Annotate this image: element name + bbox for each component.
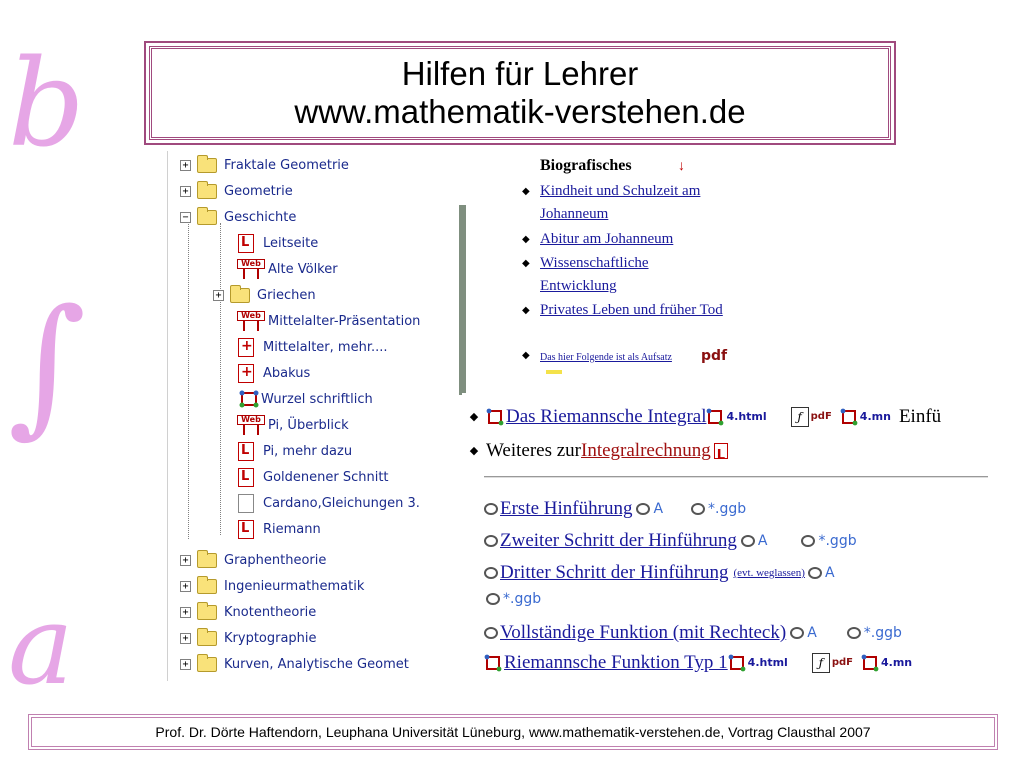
- essay-link[interactable]: Das hier Folgende ist als Aufsatz: [540, 352, 672, 363]
- ggb-link[interactable]: *.ggb: [863, 625, 902, 641]
- a-link[interactable]: A: [653, 501, 664, 517]
- function-icon[interactable]: ƒ: [791, 407, 809, 427]
- tree-item-geometrie[interactable]: [180, 179, 293, 203]
- tree-item-riemann[interactable]: [238, 517, 321, 541]
- a-link[interactable]: A: [757, 533, 768, 549]
- folder-icon: [197, 553, 217, 568]
- link-zweiter-schritt[interactable]: Zweiter Schritt der Hinführung: [500, 530, 737, 551]
- page-subtitle-url: www.mathematik-verstehen.de: [294, 93, 746, 130]
- circle-icon: [484, 567, 498, 579]
- circle-icon: [484, 535, 498, 547]
- tree-item-label: Ingenieurmathematik: [224, 578, 365, 594]
- decor-integral-sign: ∫: [8, 278, 87, 452]
- expand-icon[interactable]: +: [180, 160, 191, 171]
- tree-item-wurzel-schriftlich[interactable]: [238, 387, 373, 411]
- a-link[interactable]: A: [807, 625, 817, 641]
- link-integralrechnung[interactable]: Integralrechnung: [581, 440, 711, 461]
- expand-icon[interactable]: +: [180, 633, 191, 644]
- ggb-link[interactable]: *.ggb: [503, 591, 542, 607]
- hex-icon[interactable]: [486, 593, 500, 605]
- function-icon[interactable]: ƒ: [812, 653, 830, 673]
- row-vollstaendige-funktion: [484, 621, 902, 645]
- tree-item-cardano[interactable]: [238, 491, 420, 515]
- tree-item-leitseite[interactable]: [238, 231, 318, 255]
- tree-item-label: Kurven, Analytische Geomet: [224, 656, 409, 672]
- decor-letter-b: b: [8, 35, 85, 174]
- down-arrow-icon[interactable]: ↓: [678, 159, 685, 174]
- folder-icon: [197, 579, 217, 594]
- hex-icon[interactable]: [847, 627, 861, 639]
- geogebra-icon[interactable]: [486, 408, 504, 426]
- document-icon: [238, 442, 254, 461]
- tree-item-label: Mittelalter, mehr....: [263, 339, 388, 355]
- tree-item-label: Mittelalter-Präsentation: [268, 313, 421, 329]
- document-plus-icon: [238, 364, 254, 383]
- link-riemannsche-funktion[interactable]: Riemannsche Funktion Typ 1: [504, 652, 728, 673]
- topic-tree: [167, 151, 465, 681]
- tree-item-geschichte[interactable]: [180, 205, 296, 229]
- tree-item-knotentheorie[interactable]: [180, 600, 316, 624]
- tree-item-fraktale-geometrie[interactable]: [180, 153, 349, 177]
- tree-item-label: Graphentheorie: [224, 552, 327, 568]
- tree-item-label: Kryptographie: [224, 630, 317, 646]
- ggb-link[interactable]: *.ggb: [708, 501, 747, 517]
- web-icon-label: Web: [237, 259, 265, 269]
- tree-item-pi-mehr-dazu[interactable]: [238, 439, 352, 463]
- bullet-icon: ◆: [522, 305, 530, 316]
- tree-item-goldener-schnitt[interactable]: [238, 465, 389, 489]
- bio-link-privates[interactable]: Privates Leben und früher Tod: [540, 302, 723, 318]
- page-title: Hilfen für Lehrer: [401, 55, 639, 92]
- tree-scrollbar[interactable]: [459, 205, 466, 395]
- tree-item-ingenieurmathematik[interactable]: [180, 574, 364, 598]
- bullet-icon: ◆: [522, 258, 530, 269]
- document-icon: [238, 234, 254, 253]
- footer-text: Prof. Dr. Dörte Haftendorn, Leuphana Universität Lüneburg, www.mathematik-verstehen.de, Vortrag Clausthal 2007: [31, 717, 995, 747]
- expand-icon[interactable]: +: [180, 186, 191, 197]
- tree-item-label: Griechen: [257, 287, 316, 303]
- row-dritter-schritt-ggb: [486, 587, 541, 611]
- bio-link-kindheit[interactable]: Kindheit und Schulzeit am Johanneum: [540, 183, 701, 222]
- tree-item-label: Geschichte: [224, 209, 297, 225]
- collapse-icon[interactable]: −: [180, 212, 191, 223]
- label-weiteres: Weiteres zur: [486, 440, 581, 461]
- biography-heading: Biografisches: [540, 157, 632, 174]
- hex-icon[interactable]: [808, 567, 822, 579]
- tree-item-label: Knotentheorie: [224, 604, 317, 620]
- folder-icon: [197, 631, 217, 646]
- expand-icon[interactable]: +: [213, 290, 224, 301]
- geogebra-icon: [238, 389, 260, 409]
- tree-item-griechen[interactable]: [213, 283, 316, 307]
- tree-item-label: Fraktale Geometrie: [224, 157, 349, 173]
- truncated-text: Einfü: [898, 406, 942, 427]
- document-icon: [238, 468, 254, 487]
- tree-item-label: Alte Völker: [268, 261, 338, 277]
- hex-icon[interactable]: [636, 503, 650, 515]
- tree-item-label: Leitseite: [263, 235, 319, 251]
- divider: [484, 476, 988, 478]
- bullet-icon: ◆: [522, 234, 530, 245]
- a-link[interactable]: A: [824, 565, 835, 581]
- hex-icon[interactable]: [741, 535, 755, 547]
- link-riemann-integral[interactable]: Das Riemannsche Integral: [506, 406, 707, 427]
- document-plus-icon: [238, 338, 254, 357]
- tree-connector: [188, 219, 189, 539]
- web-icon-label: Web: [237, 415, 265, 425]
- circle-icon: [484, 503, 498, 515]
- tree-item-label: Riemann: [263, 521, 321, 537]
- bullet-icon: ◆: [522, 186, 530, 197]
- web-icon: [237, 311, 265, 331]
- folder-open-icon: [197, 210, 217, 225]
- bullet-icon: ◆: [522, 350, 530, 361]
- decor-letter-a: a: [8, 581, 74, 709]
- tree-item-label: Wurzel schriftlich: [261, 391, 373, 407]
- folder-icon: [197, 605, 217, 620]
- pdf-icon[interactable]: pdf: [701, 348, 728, 364]
- title-box: [144, 41, 896, 145]
- tree-item-kryptographie[interactable]: [180, 626, 317, 650]
- tree-item-label: Pi, mehr dazu: [263, 443, 353, 459]
- folder-icon: [230, 288, 250, 303]
- title-frame: [149, 46, 891, 140]
- geogebra-icon[interactable]: [484, 654, 502, 672]
- tree-item-pi-ueberblick[interactable]: [237, 413, 349, 437]
- web-icon: [237, 259, 265, 279]
- link-evt-weglassen[interactable]: (evt. weglassen): [733, 567, 805, 579]
- row-riemann-integral: [462, 405, 941, 429]
- web-icon-label: Web: [237, 311, 265, 321]
- blank-document-icon: [238, 494, 254, 513]
- highlight-mark: [546, 370, 562, 374]
- circle-icon: [484, 627, 498, 639]
- tree-item-label: Goldenener Schnitt: [263, 469, 389, 485]
- pdf-link[interactable]: pdF: [810, 411, 832, 422]
- row-erste-hinfuehrung: [484, 497, 746, 521]
- row-zweiter-schritt: [484, 529, 857, 553]
- tree-item-alte-voelker[interactable]: [237, 257, 338, 281]
- tree-item-label: Geometrie: [224, 183, 293, 199]
- mn-link[interactable]: 4.mn: [859, 410, 891, 423]
- bio-link-wissenschaft[interactable]: Wissenschaftliche Entwicklung: [540, 255, 649, 294]
- expand-icon[interactable]: +: [180, 659, 191, 670]
- tree-item-label: Cardano,Gleichungen 3.: [263, 495, 420, 511]
- tree-connector: [220, 223, 221, 535]
- row-riemannsche-funktion: [484, 651, 912, 675]
- link-dritter-schritt[interactable]: Dritter Schritt der Hinführung: [500, 562, 729, 583]
- tree-item-label: Abakus: [263, 365, 311, 381]
- hex-icon[interactable]: [691, 503, 705, 515]
- ggb-link[interactable]: *.ggb: [818, 533, 857, 549]
- folder-icon: [197, 657, 217, 672]
- geogebra-icon[interactable]: [840, 408, 858, 426]
- link-vollstaendige-funktion[interactable]: Vollständige Funktion (mit Rechteck): [500, 622, 787, 643]
- html-link[interactable]: 4.html: [726, 410, 767, 423]
- tree-item-mittelalter-mehr[interactable]: [238, 335, 388, 359]
- row-integralrechnung: [462, 439, 737, 463]
- biography-panel: [504, 156, 755, 373]
- html-link[interactable]: 4.html: [747, 656, 788, 669]
- bullet-icon: ◆: [469, 411, 479, 423]
- expand-icon[interactable]: +: [180, 607, 191, 618]
- geogebra-icon[interactable]: [706, 408, 724, 426]
- expand-icon[interactable]: +: [180, 555, 191, 566]
- document-icon[interactable]: [714, 443, 728, 459]
- riemann-panel: [462, 393, 988, 683]
- bio-link-abitur[interactable]: Abitur am Johanneum: [540, 231, 674, 247]
- tree-item-mittelalter-praesentation[interactable]: [237, 309, 420, 333]
- folder-icon: [197, 158, 217, 173]
- pdf-link[interactable]: pdF: [831, 657, 853, 668]
- tree-item-graphentheorie[interactable]: [180, 548, 326, 572]
- web-icon: [237, 415, 265, 435]
- tree-item-label: Pi, Überblick: [268, 417, 349, 433]
- mn-link[interactable]: 4.mn: [880, 656, 913, 669]
- folder-icon: [197, 184, 217, 199]
- link-erste-hinfuehrung[interactable]: Erste Hinführung: [500, 498, 633, 519]
- geogebra-icon[interactable]: [728, 654, 746, 672]
- expand-icon[interactable]: +: [180, 581, 191, 592]
- footer: [28, 714, 998, 750]
- tree-item-abakus[interactable]: [238, 361, 310, 385]
- bullet-icon: ◆: [469, 445, 479, 457]
- hex-icon[interactable]: [790, 627, 804, 639]
- document-icon: [238, 520, 254, 539]
- geogebra-icon[interactable]: [861, 654, 879, 672]
- row-dritter-schritt: [484, 561, 835, 585]
- hex-icon[interactable]: [801, 535, 815, 547]
- tree-item-kurven[interactable]: [180, 652, 409, 676]
